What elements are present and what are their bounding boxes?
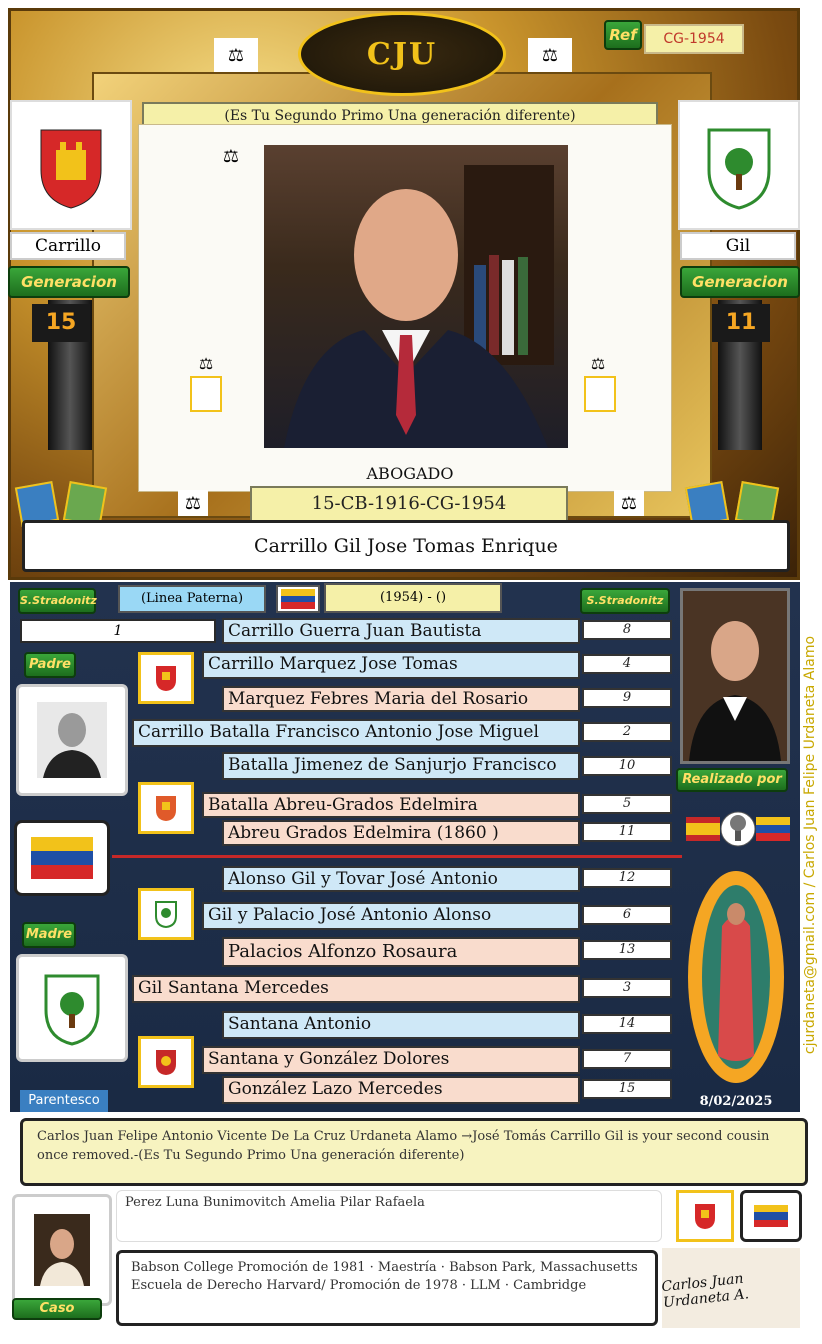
madre-label: Madre (22, 922, 76, 948)
ancestor-name: Gil Santana Mercedes (132, 975, 580, 1003)
person-photo (264, 145, 568, 448)
education-line-2: Escuela de Derecho Harvard/ Promoción de 1978 · LLM · Cambridge (131, 1278, 587, 1293)
ancestor-name: González Lazo Mercedes (222, 1076, 580, 1104)
scale-icon: ⚖ (590, 354, 606, 373)
coat-of-arms-icon (138, 888, 194, 940)
carrillo-coat-of-arms (10, 100, 132, 230)
realizado-label: Realizado por (676, 768, 788, 792)
ancestor-name: Batalla Jimenez de Sanjurjo Francisco (222, 752, 580, 780)
profession: ABOGADO (366, 464, 454, 483)
left-surname: Carrillo (10, 232, 126, 260)
person-full-name: Carrillo Gil Jose Tomas Enrique (22, 520, 790, 572)
coat-of-arms-icon (704, 120, 774, 210)
scale-icon: ⚖ (214, 38, 258, 72)
ancestor-number: 3 (582, 978, 672, 998)
coat-of-arms-icon (138, 782, 194, 834)
caso-label: Caso (12, 1298, 102, 1320)
left-generation-label: Generacion (8, 266, 130, 298)
ancestor-number: 2 (582, 722, 672, 742)
years: (1954) - () (324, 583, 502, 613)
ancestor-number: 4 (582, 654, 672, 674)
portrait-illustration (264, 145, 568, 448)
ancestor-name: Marquez Febres Maria del Rosario (222, 686, 580, 712)
coat-of-arms-icon (36, 120, 106, 210)
relationship-text: Carlos Juan Felipe Antonio Vicente De La Cruz Urdaneta Alamo →José Tomás Carrillo Gil is your second cousin once removed.-(Es Tu Segundo Primo Una generación diferente) (20, 1118, 808, 1186)
emblem-icon (720, 809, 756, 849)
gil-coat-of-arms (678, 100, 800, 230)
scale-icon: ⚖ (528, 38, 572, 72)
signature (662, 1248, 800, 1328)
caso-name: Perez Luna Bunimovitch Amelia Pilar Rafaela (116, 1190, 662, 1242)
ancestor-number: 8 (582, 620, 672, 640)
logo-text: CJU (366, 36, 438, 72)
padre-label: Padre (24, 652, 76, 678)
coat-of-arms-icon (138, 652, 194, 704)
ancestor-number: 12 (582, 868, 672, 888)
virgin-icon (684, 866, 788, 1088)
divider-line (112, 855, 682, 858)
ancestor-name: Palacios Alfonzo Rosaura (222, 937, 580, 967)
relationship-banner: (Es Tu Segundo Primo Una generación diferente) (142, 102, 658, 130)
coat-of-arms-icon (676, 1190, 734, 1242)
stradonitz-label-right: S.Stradonitz (580, 588, 670, 614)
ancestor-name: Batalla Abreu-Grados Edelmira (202, 792, 580, 818)
scale-icon: ⚖ (178, 490, 208, 516)
ancestor-number: 10 (582, 756, 672, 776)
date: 8/02/2025 (699, 1094, 773, 1109)
ancestor-number: 7 (582, 1049, 672, 1069)
coat-of-arms-icon (138, 1036, 194, 1088)
scale-icon: ⚖ (222, 146, 240, 167)
ancestor-name: Carrillo Batalla Francisco Antonio Jose Miguel (132, 719, 580, 747)
education-line-1: Babson College Promoción de 1981 · Maestría · Babson Park, Massachusetts (131, 1260, 638, 1275)
right-generation-label: Generacion (680, 266, 800, 298)
line-label: (Linea Paterna) (118, 585, 266, 613)
ancestor-number: 9 (582, 688, 672, 708)
spain-flag-icon (686, 817, 720, 841)
right-surname: Gil (680, 232, 796, 260)
flags-and-emblem (686, 798, 790, 860)
vertical-credit: cjurdaneta@gmail.com / Carlos Juan Felipe Urdaneta Alamo (802, 635, 818, 1055)
ancestor-name: Gil y Palacio José Antonio Alonso (202, 902, 580, 930)
ref-value: CG-1954 (644, 24, 744, 54)
ancestor-number: 5 (582, 794, 672, 814)
ref-label: Ref (604, 20, 642, 50)
stradonitz-label-left: S.Stradonitz (18, 588, 96, 614)
ancestor-name: Santana y González Dolores (202, 1046, 580, 1074)
right-generation-value: 11 (712, 304, 770, 342)
ancestor-number: 13 (582, 940, 672, 960)
venezuela-flag-icon (14, 820, 110, 896)
coat-of-arms-icon (190, 376, 222, 412)
scale-icon: ⚖ (614, 490, 644, 516)
person-code: 15-CB-1916-CG-1954 (250, 486, 568, 522)
ancestor-number: 6 (582, 905, 672, 925)
venezuela-flag-icon (756, 817, 790, 841)
scale-icon: ⚖ (198, 354, 214, 373)
ancestor-name: Carrillo Guerra Juan Bautista (222, 618, 580, 644)
padre-photo (16, 684, 128, 796)
caso-photo (12, 1194, 112, 1306)
coat-of-arms-icon (42, 970, 102, 1046)
signature-text: Carlos Juan Urdaneta A. (660, 1270, 750, 1312)
author-photo (680, 588, 790, 764)
parentesco-label: Parentesco (20, 1090, 108, 1112)
self-number: 1 (20, 619, 216, 643)
cju-logo (298, 12, 506, 96)
ancestor-number: 14 (582, 1014, 672, 1034)
ancestor-name: Santana Antonio (222, 1011, 580, 1039)
ancestor-name: Carrillo Marquez Jose Tomas (202, 651, 580, 679)
ancestor-number: 15 (582, 1079, 672, 1099)
ancestor-number: 11 (582, 822, 672, 842)
ancestor-name: Alonso Gil y Tovar José Antonio (222, 866, 580, 892)
caso-education (116, 1250, 658, 1326)
venezuela-flag-icon (740, 1190, 802, 1242)
left-generation-value: 15 (32, 304, 90, 342)
venezuela-flag-icon (276, 585, 320, 613)
ancestor-name: Abreu Grados Edelmira (1860 ) (222, 820, 580, 846)
coat-of-arms-icon (584, 376, 616, 412)
madre-coat-of-arms (16, 954, 128, 1062)
